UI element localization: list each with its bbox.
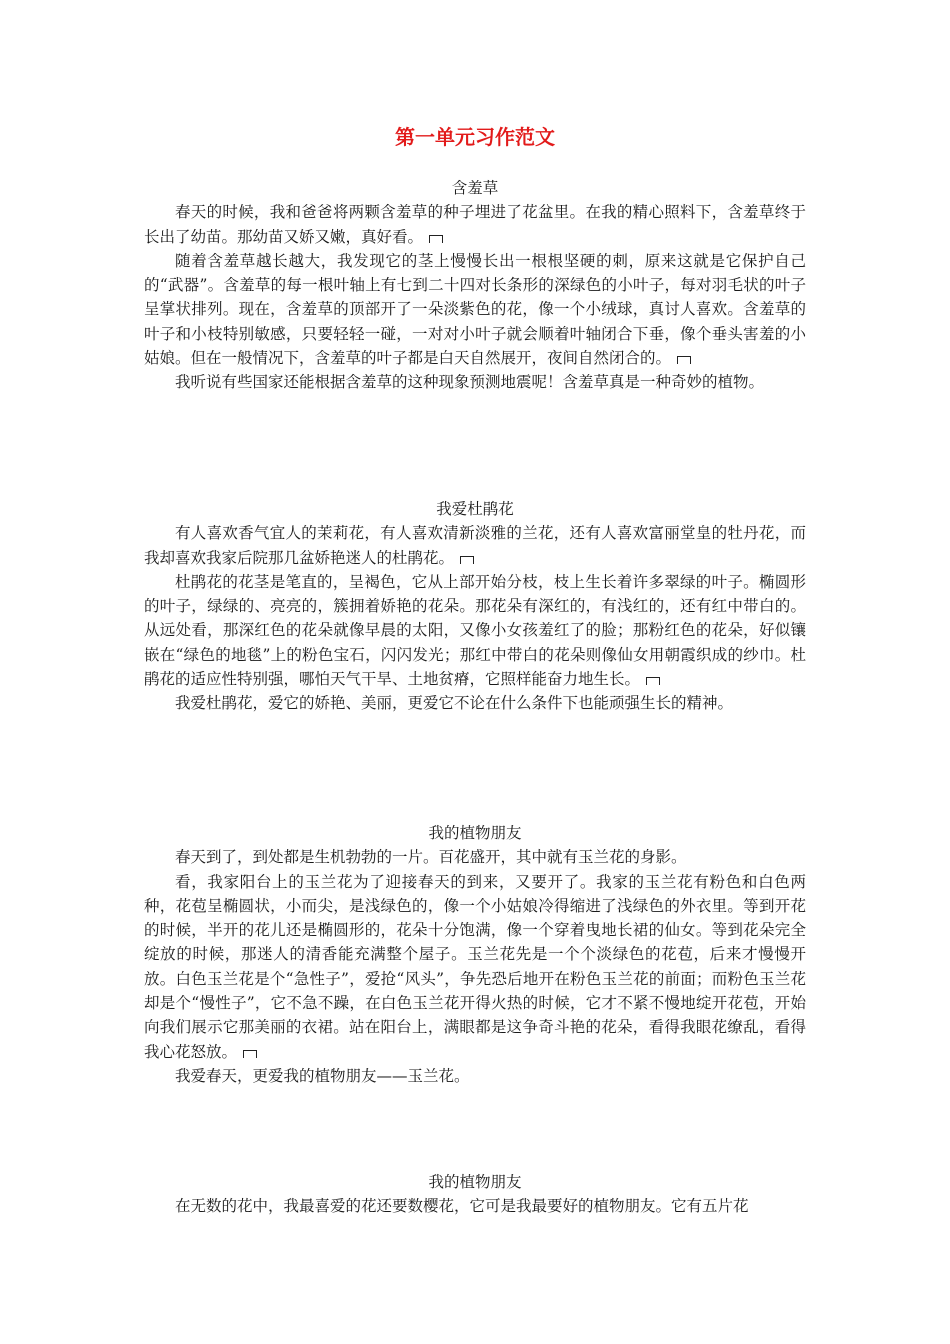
paragraph-mark-icon <box>646 677 660 685</box>
paragraph-text: 有人喜欢香气宜人的茉莉花，有人喜欢清新淡雅的兰花，还有人喜欢富丽堂皇的牡丹花，而我却喜欢我家后院那几盆娇艳迷人的杜鹃花。 <box>144 524 806 567</box>
paragraph <box>144 200 806 249</box>
paragraph-mark-icon <box>677 356 691 364</box>
essay-title: 我的植物朋友 <box>428 824 522 842</box>
paragraph <box>144 249 806 370</box>
paragraph-text: 春天的时候，我和爸爸将两颗含羞草的种子埋进了花盆里。在我的精心照料下，含羞草终于长出了幼苗。那幼苗又娇又嫩，真好看。 <box>144 203 806 246</box>
paragraph <box>144 1064 806 1088</box>
paragraph-text: 看，我家阳台上的玉兰花为了迎接春天的到来，又要开了。我家的玉兰花有粉色和白色两种，花苞呈椭圆状，小而尖，是浅绿色的，像一个小姑娘冷得缩进了浅绿色的外衣里。等到开花的时候，半开的花儿还是椭圆形的，花朵十分饱满，像一个穿着曳地长裙的仙女。等到花朵完全绽放的时候，那迷人的清香能充满整个屋子。玉兰花先是一个个淡绿色的花苞，后来才慢慢开放。白色玉兰花是个“急性子”，爱抢“风头”，争先恐后地开在粉色玉兰花的前面；而粉色玉兰花却是个“慢性子”，它不急不躁，在白色玉兰花开得火热的时候，它才不紧不慢地绽开花苞，开始向我们展示它那美丽的衣裙。站在阳台上，满眼都是这争奇斗艳的花朵，看得我眼花缭乱，看得我心花怒放。 <box>144 872 806 1061</box>
essay-title: 含羞草 <box>451 179 499 197</box>
paragraph-mark-icon <box>460 556 474 564</box>
paragraph-mark-icon <box>243 1050 257 1058</box>
paragraph-text: 春天到了，到处都是生机勃勃的一片。百花盛开，其中就有玉兰花的身影。 <box>175 848 687 867</box>
paragraph-text: 在无数的花中，我最喜爱的花还要数樱花，它可是我最要好的植物朋友。它有五片花 <box>175 1197 749 1216</box>
essay-title: 我的植物朋友 <box>428 1173 522 1191</box>
paragraph <box>144 521 806 570</box>
paragraph <box>144 370 806 394</box>
paragraph <box>144 870 806 1064</box>
essay-title: 我爱杜鹃花 <box>436 500 514 518</box>
paragraph-text: 随着含羞草越长越大，我发现它的茎上慢慢长出一根根坚硬的刺，原来这就是它保护自己的“武器”。含羞草的每一根叶轴上有七到二十四对长条形的深绿色的小叶子，每对羽毛状的叶子呈掌状排列。现在，含羞草的顶部开了一朵淡紫色的花，像一个小绒球，真讨人喜欢。含羞草的叶子和小枝特别敏感，只要轻轻一碰，一对对小叶子就会顺着叶轴闭合下垂，像个垂头害羞的小姑娘。但在一般情况下，含羞草的叶子都是白天自然展开，夜间自然闭合的。 <box>144 251 806 368</box>
paragraph <box>144 570 806 691</box>
paragraph-text: 我听说有些国家还能根据含羞草的这种现象预测地震呢！含羞草真是一种奇妙的植物。 <box>175 373 765 392</box>
paragraph <box>144 1194 806 1218</box>
essay-cherry-blossom <box>144 1170 806 1219</box>
paragraph-text: 我爱春天，更爱我的植物朋友——玉兰花。 <box>175 1066 470 1085</box>
paragraph <box>144 691 806 715</box>
essay-magnolia <box>144 821 806 1088</box>
document-title: 第一单元习作范文 <box>395 125 555 149</box>
paragraph <box>144 845 806 869</box>
paragraph-mark-icon <box>429 235 443 243</box>
essay-azalea <box>144 497 806 716</box>
essay-mimosa <box>144 176 806 395</box>
paragraph-text: 我爱杜鹃花，爱它的娇艳、美丽，更爱它不论在什么条件下也能顽强生长的精神。 <box>175 694 734 713</box>
paragraph-text: 杜鹃花的花茎是笔直的，呈褐色，它从上部开始分枝，枝上生长着许多翠绿的叶子。椭圆形的叶子，绿绿的、亮亮的，簇拥着娇艳的花朵。那花朵有深红的，有浅红的，还有红中带白的。从远处看，那深红色的花朵就像早晨的太阳，又像小女孩羞红了的脸；那粉红色的花朵，好似镶嵌在“绿色的地毯”上的粉色宝石，闪闪发光；那红中带白的花朵则像仙女用朝霞织成的纱巾。杜鹃花的适应性特别强，哪怕天气干旱、土地贫瘠，它照样能奋力地生长。 <box>144 572 806 689</box>
